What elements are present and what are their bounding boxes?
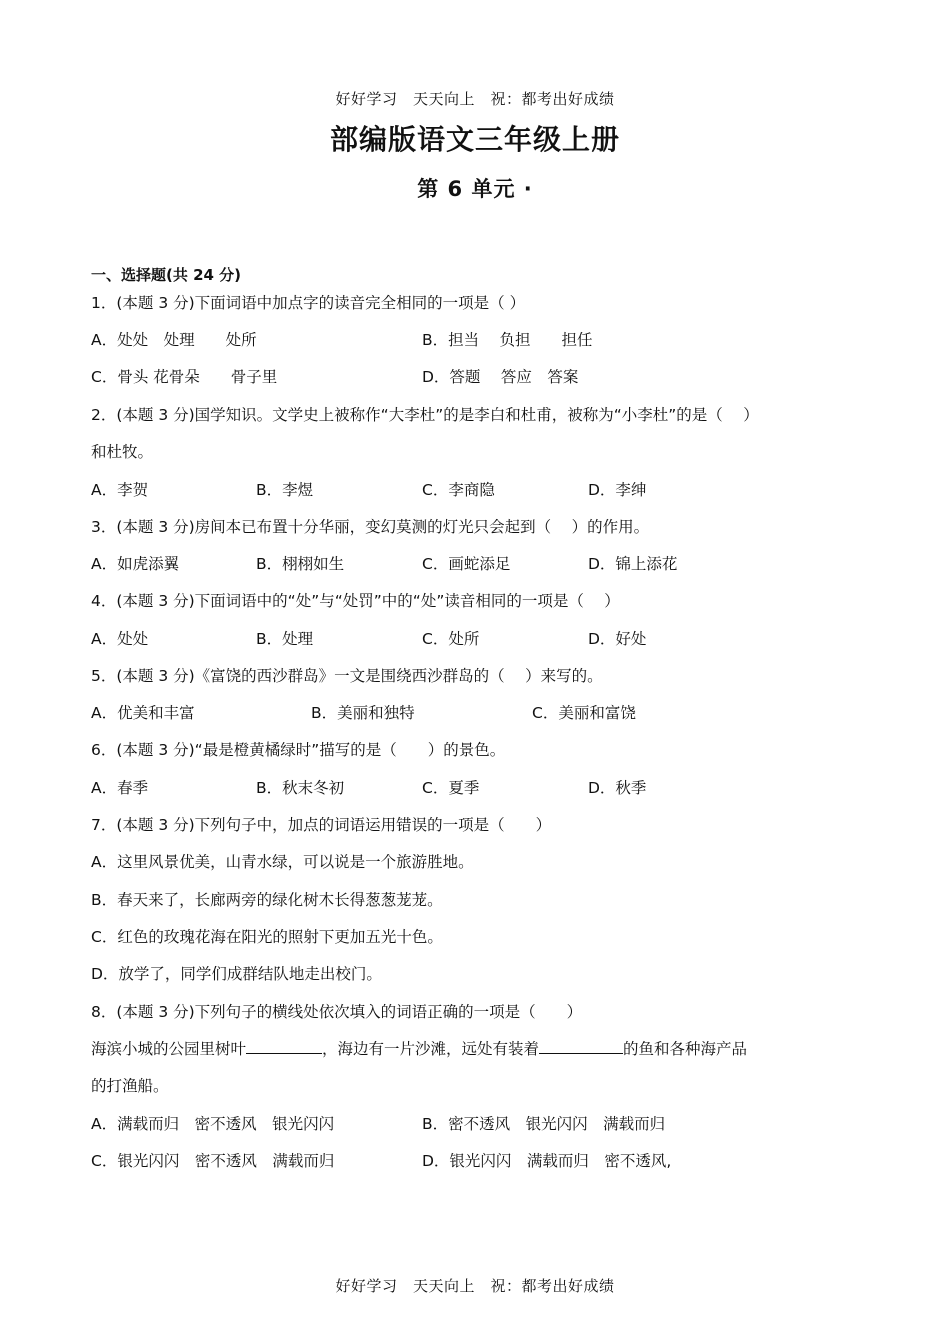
- q1-option-b[interactable]: B．担当 负担 担任: [422, 331, 593, 349]
- q1-option-c[interactable]: C．骨头 花骨朵 骨子里: [91, 368, 278, 386]
- q7-option-d[interactable]: D．放学了，同学们成群结队地走出校门。: [91, 965, 382, 983]
- q4-option-c[interactable]: C．处所: [422, 630, 480, 648]
- question-2-stem-cont: 和杜牧。: [91, 443, 154, 461]
- q8-option-c[interactable]: C．银光闪闪 密不透风 满载而归: [91, 1152, 335, 1170]
- question-8-sentence: [91, 1038, 747, 1060]
- q4-option-d[interactable]: D．好处: [588, 630, 647, 648]
- q3-option-b[interactable]: B．栩栩如生: [256, 555, 345, 573]
- page-header: 好好学习 天天向上 祝：都考出好成绩: [335, 90, 615, 108]
- q2-option-d[interactable]: D．李绅: [588, 481, 647, 499]
- q8-option-d[interactable]: D．银光闪闪 满载而归 密不透风,: [422, 1152, 672, 1170]
- q6-option-d[interactable]: D．秋季: [588, 779, 647, 797]
- page-footer: 好好学习 天天向上 祝：都考出好成绩: [335, 1277, 615, 1295]
- q7-option-c[interactable]: C．红色的玫瑰花海在阳光的照射下更加五光十色。: [91, 928, 443, 946]
- q4-option-b[interactable]: B．处理: [256, 630, 314, 648]
- sentence-part-3: 的鱼和各种海产品: [623, 1040, 748, 1058]
- question-3-stem: 3．(本题 3 分)房间本已布置十分华丽，变幻莫测的灯光只会起到（ ）的作用。: [91, 518, 650, 536]
- q2-option-c[interactable]: C．李商隐: [422, 481, 495, 499]
- question-8-sentence-cont: 的打渔船。: [91, 1077, 169, 1095]
- q3-option-d[interactable]: D．锦上添花: [588, 555, 678, 573]
- q1-option-a[interactable]: A．处处 处理 处所: [91, 331, 257, 349]
- sentence-part-2: ，海边有一片沙滩，远处有装着: [322, 1040, 540, 1058]
- q6-option-b[interactable]: B．秋末冬初: [256, 779, 345, 797]
- q8-option-b[interactable]: B．密不透风 银光闪闪 满载而归: [422, 1115, 666, 1133]
- section-heading: 一、选择题(共 24 分): [91, 266, 242, 284]
- page-title: 部编版语文三年级上册: [329, 123, 620, 156]
- q2-option-b[interactable]: B．李煜: [256, 481, 314, 499]
- unit-subtitle: 第 6 单元 ·: [417, 177, 533, 201]
- q7-option-a[interactable]: A．这里风景优美，山青水绿，可以说是一个旅游胜地。: [91, 853, 474, 871]
- q5-option-b[interactable]: B．美丽和独特: [311, 704, 415, 722]
- question-2-stem: 2．(本题 3 分)国学知识。文学史上被称作“大李杜”的是李白和杜甫，被称为“小李杜”的是（ ）: [91, 406, 759, 424]
- q3-option-c[interactable]: C．画蛇添足: [422, 555, 511, 573]
- q1-option-d[interactable]: D．答题 答应 答案: [422, 368, 579, 386]
- question-6-stem: 6．(本题 3 分)“最是橙黄橘绿时”描写的是（ ）的景色。: [91, 741, 506, 759]
- q6-option-a[interactable]: A．春季: [91, 779, 149, 797]
- q4-option-a[interactable]: A．处处: [91, 630, 149, 648]
- q7-option-b[interactable]: B．春天来了，长廊两旁的绿化树木长得葱葱茏茏。: [91, 891, 443, 909]
- q5-option-c[interactable]: C．美丽和富饶: [532, 704, 636, 722]
- q8-option-a[interactable]: A．满载而归 密不透风 银光闪闪: [91, 1115, 335, 1133]
- q5-option-a[interactable]: A．优美和丰富: [91, 704, 195, 722]
- fill-blank-2[interactable]: [539, 1038, 623, 1054]
- question-5-stem: 5．(本题 3 分)《富饶的西沙群岛》一文是围绕西沙群岛的（ ）来写的。: [91, 667, 603, 685]
- fill-blank-1[interactable]: [246, 1038, 322, 1054]
- question-1-stem: 1．(本题 3 分)下面词语中加点字的读音完全相同的一项是（ ）: [91, 294, 526, 312]
- question-8-stem: 8．(本题 3 分)下列句子的横线处依次填入的词语正确的一项是（ ）: [91, 1003, 583, 1021]
- q3-option-a[interactable]: A．如虎添翼: [91, 555, 180, 573]
- question-7-stem: 7．(本题 3 分)下列句子中，加点的词语运用错误的一项是（ ）: [91, 816, 552, 834]
- q6-option-c[interactable]: C．夏季: [422, 779, 480, 797]
- question-4-stem: 4．(本题 3 分)下面词语中的“处”与“处罚”中的“处”读音相同的一项是（ ）: [91, 592, 620, 610]
- q2-option-a[interactable]: A．李贺: [91, 481, 149, 499]
- sentence-part-1: 海滨小城的公园里树叶: [91, 1040, 247, 1058]
